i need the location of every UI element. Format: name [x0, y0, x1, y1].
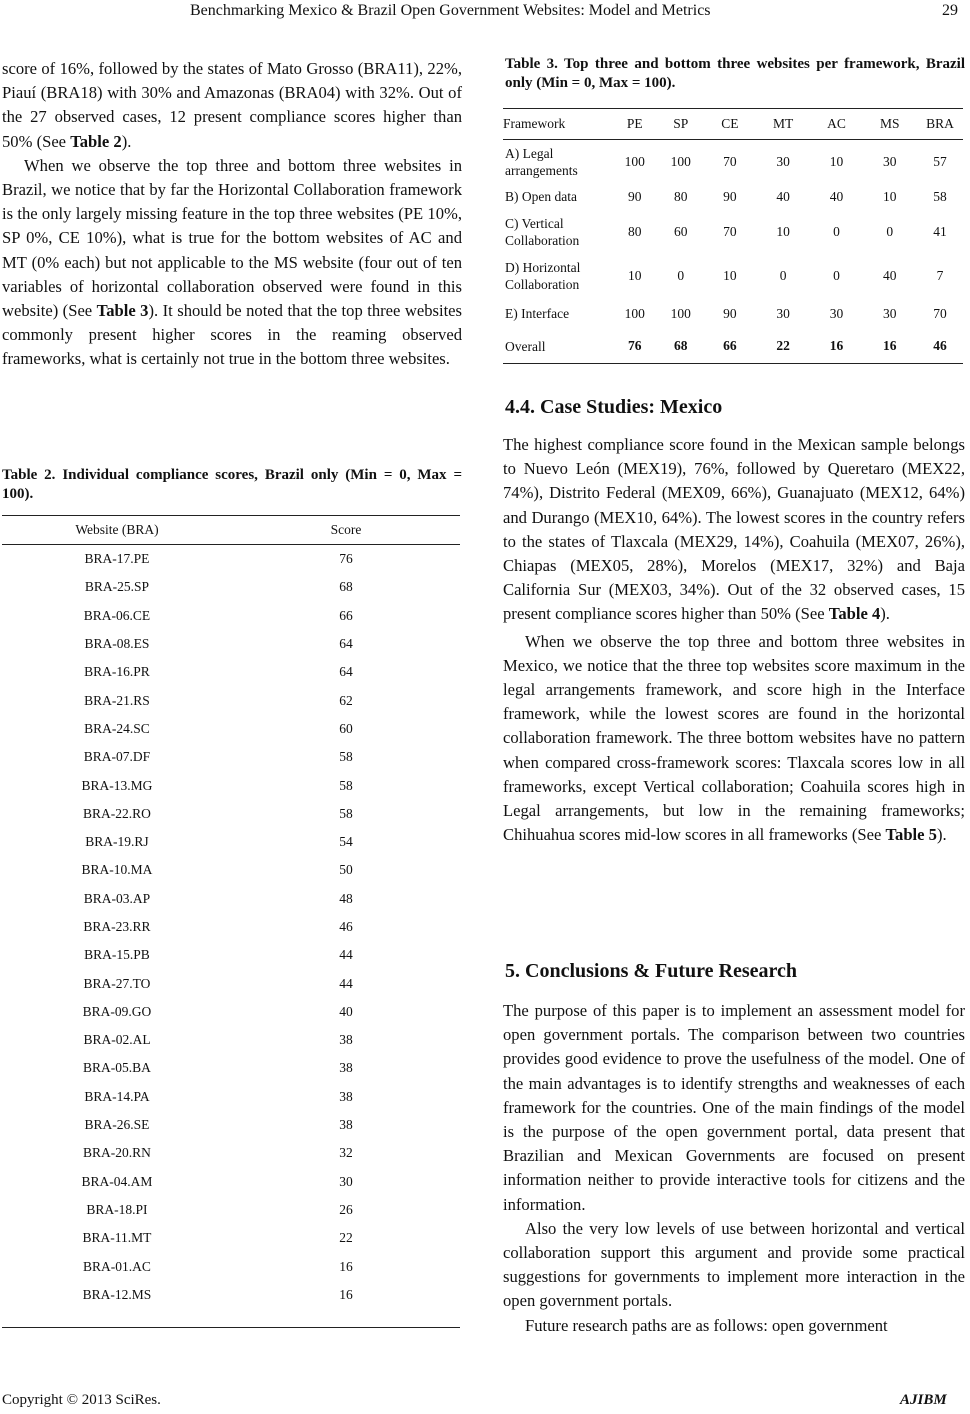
- value-cell: 30: [829, 305, 844, 321]
- score-cell: 64: [339, 636, 353, 652]
- score-cell: 60: [339, 720, 353, 736]
- score-cell: 64: [339, 664, 353, 680]
- score-cell: 30: [339, 1173, 353, 1189]
- website-cell: BRA-21.RS: [84, 692, 150, 708]
- framework-cell: D) Horizontal Collaboration: [505, 259, 581, 292]
- website-cell: BRA-22.RO: [83, 805, 151, 821]
- overall-value: 22: [776, 338, 790, 354]
- overall-row: [503, 330, 963, 364]
- website-cell: BRA-07.DF: [83, 749, 151, 765]
- score-cell: 22: [339, 1230, 353, 1246]
- website-cell: BRA-08.ES: [84, 636, 150, 652]
- paragraph: The highest compliance score found in the Mexican sample belongs to Nuevo León (MEX19), 76%, followed by Queretaro (MEX22, 74%), Distrito Federal (MEX09, 66%), Guanajuato (MEX12, 64%) and Durango (MEX10, 64%). The lowest scores in the country refers to the states of Tlaxcala (MEX29, 14%), Coahuila (MEX07, 26%), Chiapas (MEX05, 28%), Morelos (MEX17, 32%) and Baja California Sur (MEX03, 34%). Out of the 32 observed cases, 15 present compliance scores higher than 50% (See Table 4).: [503, 435, 965, 624]
- score-cell: 58: [339, 749, 353, 765]
- overall-value: 46: [933, 338, 947, 354]
- paragraph: Future research paths are as follows: open government: [525, 1315, 888, 1335]
- score-cell: 16: [339, 1286, 353, 1302]
- table3-header: AC: [827, 116, 846, 131]
- website-cell: BRA-13.MG: [81, 777, 153, 793]
- value-cell: 10: [829, 153, 844, 169]
- value-cell: 40: [776, 188, 790, 204]
- value-cell: 40: [829, 188, 844, 204]
- score-cell: 38: [339, 1117, 353, 1133]
- website-cell: BRA-10.MA: [81, 862, 153, 878]
- value-cell: 90: [627, 188, 642, 204]
- paragraph: Also the very low levels of use between horizontal and vertical collaboration support this argument and provide some practical suggestions for governments to implement more interaction in the open government portals.: [503, 1218, 965, 1311]
- website-cell: BRA-17.PE: [84, 551, 150, 567]
- score-cell: 66: [339, 607, 353, 623]
- score-cell: 38: [339, 1032, 353, 1048]
- table-row: [503, 184, 963, 210]
- score-cell: 38: [339, 1088, 353, 1104]
- paragraph: When we observe the top three and bottom three websites in Brazil, we notice that by far the Horizontal Collaboration framework is the only largely missing feature in the top three websites (PE 10%, SP 0%, CE 10%), what is true for the bottom websites of AC and MT (0% each) but not applicable to the MS website (four out of ten variables of horizontal collaboration observed were found in this website) (See Table 3). It should be noted that the top three websites commonly present higher scores in the reaming observed frameworks, what is certainly not true in the bottom three websites.: [2, 155, 463, 369]
- footer-journal: AJIBM: [900, 1392, 947, 1408]
- value-cell: 30: [776, 153, 790, 169]
- value-cell: 30: [883, 153, 897, 169]
- table-row: [2, 715, 460, 743]
- table-row: [503, 210, 963, 254]
- table-row: [2, 1252, 460, 1280]
- value-cell: 80: [627, 223, 642, 239]
- table-row: [2, 658, 460, 686]
- value-cell: 90: [723, 305, 737, 321]
- table-row: [2, 828, 460, 856]
- value-cell: 60: [673, 223, 688, 239]
- section-heading-5: 5. Conclusions & Future Research: [505, 960, 798, 982]
- overall-value: 16: [883, 338, 897, 354]
- framework-cell: B) Open data: [505, 189, 577, 204]
- table-row: [2, 885, 460, 913]
- table-row: [2, 1054, 460, 1082]
- table2-header: Score: [330, 522, 362, 537]
- table3-caption: Table 3. Top three and bottom three websites per framework, Brazil only (Min = 0, Max = 100).: [505, 56, 965, 91]
- score-cell: 38: [339, 1060, 353, 1076]
- overall-value: 76: [627, 338, 642, 354]
- table-row: [503, 254, 963, 298]
- score-cell: 58: [339, 777, 353, 793]
- website-cell: BRA-27.TO: [83, 975, 151, 991]
- table3-header: SP: [673, 116, 689, 131]
- right-column-text-b: [503, 999, 965, 1338]
- value-cell: 100: [624, 153, 645, 169]
- value-cell: 10: [883, 188, 897, 204]
- table2-header: Website (BRA): [75, 522, 159, 537]
- website-cell: BRA-16.PR: [84, 664, 150, 680]
- score-cell: 26: [339, 1201, 353, 1217]
- paragraph: When we observe the top three and bottom three websites in Mexico, we notice that the three top websites score maximum in the legal arrangements framework, and score high in the Interface framework, while the lowest scores are found in the horizontal collaboration framework. The three bottom websites have no pattern when compared cross-framework scores: Tlaxcala scores low in all frameworks, except Vertical collaboration; Coahuila scores high in Legal arrangements, but low in the remaining frameworks; Chihuahua scores mid-low scores in all frameworks (See Table 5).: [503, 631, 965, 845]
- table3-header: BRA: [926, 116, 954, 131]
- table-row: [2, 743, 460, 771]
- table-row: [2, 941, 460, 969]
- value-cell: 90: [723, 188, 737, 204]
- score-cell: 40: [339, 1003, 353, 1019]
- website-cell: BRA-06.CE: [83, 607, 151, 623]
- table-row: [2, 998, 460, 1026]
- table3-header: MT: [773, 116, 794, 131]
- table-row: [2, 771, 460, 799]
- table2-body: [2, 545, 460, 1310]
- website-cell: BRA-19.RJ: [85, 834, 149, 850]
- table-row: [2, 913, 460, 941]
- left-column-text: [2, 57, 462, 372]
- table-row: [503, 298, 963, 330]
- score-cell: 46: [339, 919, 353, 934]
- table-reference[interactable]: Table 4: [828, 604, 881, 624]
- website-cell: BRA-20.RN: [83, 1145, 151, 1161]
- value-cell: 10: [723, 267, 737, 283]
- right-column-text-a: [503, 433, 965, 847]
- value-cell: 40: [883, 267, 897, 283]
- value-cell: 10: [627, 267, 642, 283]
- table-row: [2, 1224, 460, 1252]
- table-row: [2, 1083, 460, 1111]
- value-cell: 100: [624, 305, 645, 321]
- website-cell: BRA-02.AL: [83, 1032, 151, 1048]
- running-header: Benchmarking Mexico & Brazil Open Government Websites: Model and Metrics: [190, 2, 711, 19]
- score-cell: 54: [339, 834, 353, 850]
- website-cell: BRA-09.GO: [82, 1003, 152, 1019]
- website-cell: BRA-05.BA: [83, 1060, 151, 1076]
- website-cell: BRA-18.PI: [86, 1201, 148, 1217]
- value-cell: 7: [936, 267, 944, 283]
- table2-bottom-rule: [2, 1327, 460, 1328]
- table-row: [2, 1111, 460, 1139]
- table-row: [2, 1026, 460, 1054]
- page-number: 29: [942, 2, 958, 19]
- value-cell: 57: [933, 153, 947, 169]
- table3-header: MS: [880, 116, 900, 131]
- table-row: [503, 140, 963, 184]
- table-row: [2, 856, 460, 884]
- score-cell: 58: [339, 805, 353, 821]
- table2: [2, 515, 460, 1309]
- value-cell: 100: [670, 153, 691, 169]
- paragraph: The purpose of this paper is to implement an assessment model for open government portals. The comparison between two countries provides good evidence to prove the usefulness of the model. One of the main advantages is to identify strengths and weaknesses of each framework for the countries. One of the main findings of the model is the purpose of the open government portal, data present that Brazilian and Mexican Governments are focused on present information neither to provide interactive tools for citizens and the information.: [503, 1001, 965, 1214]
- value-cell: 41: [933, 223, 947, 239]
- table-reference[interactable]: Table 5: [885, 825, 937, 845]
- value-cell: 80: [673, 188, 688, 204]
- table-row: [2, 1196, 460, 1224]
- table-reference[interactable]: Table 3: [96, 301, 149, 321]
- table-row: [2, 545, 460, 574]
- section-heading-4-4: 4.4. Case Studies: Mexico: [505, 396, 723, 418]
- table3: [503, 108, 963, 364]
- score-cell: 44: [339, 947, 353, 963]
- table-row: [2, 1281, 460, 1309]
- value-cell: 0: [886, 223, 894, 239]
- value-cell: 0: [833, 267, 840, 283]
- table-row: [2, 630, 460, 658]
- framework-cell: A) Legal arrangements: [505, 145, 578, 178]
- score-cell: 32: [339, 1145, 353, 1161]
- table3-header: Framework: [503, 116, 566, 131]
- table3-header: PE: [626, 116, 643, 131]
- table-row: [2, 686, 460, 714]
- value-cell: 0: [779, 267, 787, 283]
- overall-value: 68: [673, 338, 688, 354]
- value-cell: 100: [670, 305, 691, 321]
- score-cell: 68: [339, 579, 353, 595]
- table-row: [2, 1139, 460, 1167]
- table-row: [2, 800, 460, 828]
- overall-value: 16: [829, 338, 844, 354]
- framework-cell: C) Vertical Collaboration: [505, 215, 580, 248]
- table-row: [2, 1168, 460, 1196]
- value-cell: 70: [723, 223, 737, 239]
- value-cell: 0: [677, 267, 685, 283]
- score-cell: 76: [339, 551, 353, 567]
- framework-cell: E) Interface: [505, 306, 570, 321]
- table3-body: [503, 140, 963, 364]
- website-cell: BRA-25.SP: [84, 579, 150, 595]
- website-cell: BRA-04.AM: [81, 1173, 153, 1189]
- table2-caption: Table 2. Individual compliance scores, Brazil only (Min = 0, Max = 100).: [2, 467, 462, 502]
- value-cell: 0: [833, 223, 840, 239]
- value-cell: 10: [776, 223, 790, 239]
- overall-value: 66: [723, 338, 737, 354]
- score-cell: 44: [339, 975, 353, 991]
- table-row: [2, 969, 460, 997]
- overall-label: Overall: [505, 338, 546, 354]
- website-cell: BRA-24.SC: [84, 720, 150, 736]
- table-row: [2, 573, 460, 601]
- website-cell: BRA-15.PB: [84, 947, 150, 963]
- website-cell: BRA-12.MS: [82, 1286, 152, 1302]
- website-cell: BRA-14.PA: [84, 1088, 150, 1104]
- value-cell: 58: [933, 188, 947, 204]
- value-cell: 30: [883, 305, 897, 321]
- footer-copyright: Copyright © 2013 SciRes.: [2, 1392, 161, 1408]
- website-cell: BRA-26.SE: [84, 1117, 150, 1133]
- value-cell: 30: [776, 305, 790, 321]
- score-cell: 16: [339, 1258, 353, 1274]
- value-cell: 70: [723, 153, 737, 169]
- website-cell: BRA-23.RR: [83, 919, 151, 934]
- website-cell: BRA-01.AC: [83, 1258, 151, 1274]
- score-cell: 48: [339, 890, 353, 906]
- website-cell: BRA-03.AP: [83, 890, 151, 906]
- value-cell: 70: [933, 305, 947, 321]
- table-reference[interactable]: Table 2: [70, 131, 122, 151]
- score-cell: 50: [339, 862, 353, 878]
- table-row: [2, 602, 460, 630]
- website-cell: BRA-11.MT: [82, 1230, 152, 1246]
- table3-header: CE: [721, 116, 739, 131]
- score-cell: 62: [339, 692, 353, 708]
- paragraph: score of 16%, followed by the states of Mato Grosso (BRA11), 22%, Piauí (BRA18) with 30% and Amazonas (BRA04) with 32%. Out of the 27 observed cases, 12 present compliance scores higher than 50% (See Table 2).: [2, 59, 462, 151]
